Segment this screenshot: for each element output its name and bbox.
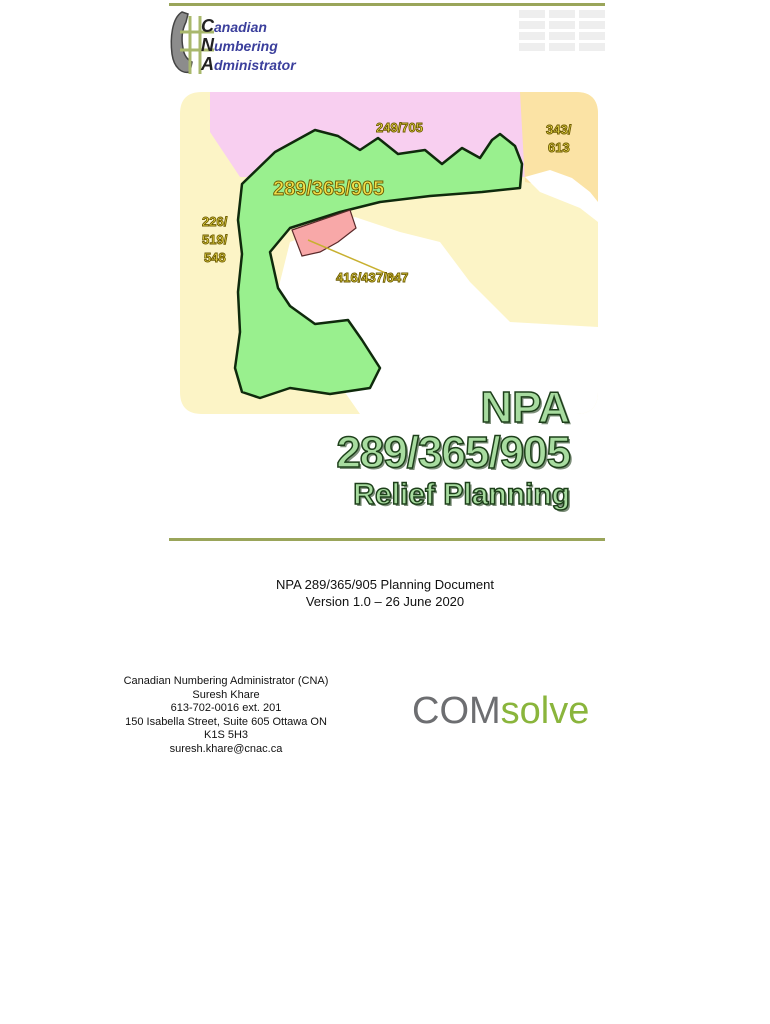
cna-line-administrator: [201, 55, 296, 74]
contact-block: [110, 675, 342, 756]
map-label-north: 249/705: [376, 120, 423, 135]
map-label-toronto: 416/437/647: [336, 270, 409, 285]
cover-title-codes: 289/365/905: [336, 428, 570, 477]
cna-initial-a: A: [201, 54, 214, 74]
cna-initial-n: N: [201, 35, 214, 55]
comsolve-logo-com: COM: [412, 690, 501, 732]
cover-title-npa: NPA: [480, 383, 570, 432]
contact-email: suresh.khare@cnac.ca: [169, 742, 283, 755]
contact-postal: K1S 5H3: [203, 729, 249, 741]
contact-org: Canadian Numbering Administrator (CNA): [123, 675, 329, 687]
top-rule: [169, 3, 605, 6]
cover-title-relief: Relief Planning: [353, 478, 570, 511]
corner-grid-decoration: [519, 10, 605, 52]
map-label-main: 289/365/905: [273, 178, 385, 200]
npa-map: [180, 92, 598, 414]
map-label-east-2: 613: [548, 140, 570, 155]
bottom-rule: [169, 538, 605, 541]
comsolve-logo-solve: solve: [500, 690, 590, 732]
document-version: Version 1.0 – 26 June 2020: [305, 594, 465, 609]
cna-rest-administrator: dministrator: [214, 57, 296, 73]
map-label-west-3: 548: [204, 250, 226, 265]
comsolve-logo: [412, 690, 589, 733]
cna-logo-text: [201, 17, 296, 74]
cna-line-canadian: [201, 17, 296, 36]
cna-line-numbering: [201, 36, 296, 55]
document-title-block: [0, 576, 770, 610]
contact-name: Suresh Khare: [192, 688, 260, 701]
contact-address: 150 Isabella Street, Suite 605 Ottawa ON: [125, 715, 327, 728]
contact-phone: 613-702-0016 ext. 201: [170, 702, 282, 714]
cna-rest-canadian: anadian: [214, 19, 267, 35]
map-label-west-1: 226/: [202, 214, 228, 229]
cna-rest-numbering: umbering: [214, 38, 278, 54]
map-label-east-1: 343/: [546, 122, 572, 137]
map-label-west-2: 519/: [202, 232, 228, 247]
cna-initial-c: C: [201, 16, 214, 36]
document-title: NPA 289/365/905 Planning Document: [275, 577, 495, 592]
